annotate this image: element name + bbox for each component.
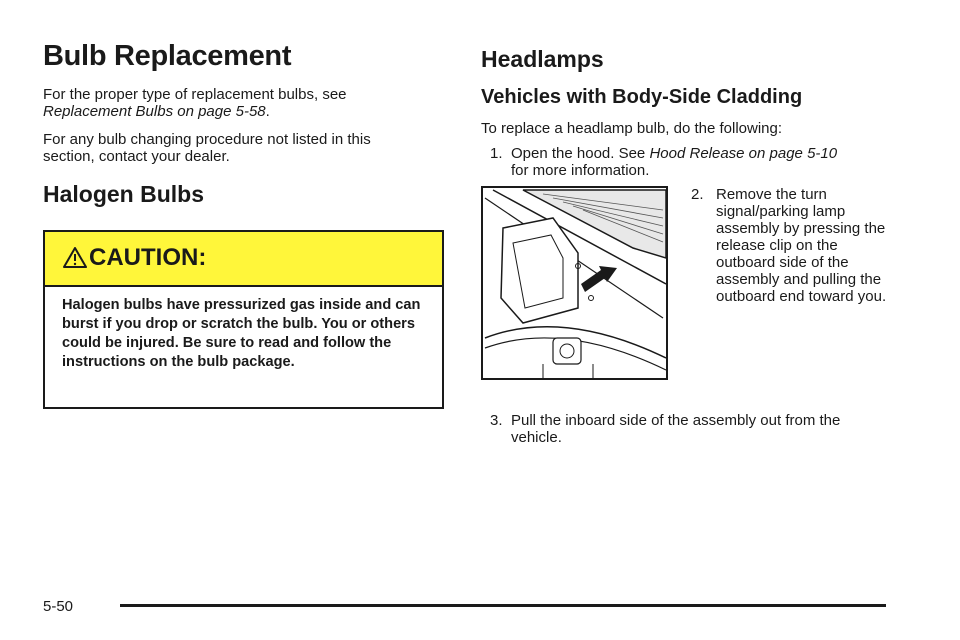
step-1-text-start: Open the hood. See (511, 145, 650, 162)
replacement-bulbs-reference: Replacement Bulbs on page 5-58 (43, 103, 266, 120)
caution-box (43, 230, 444, 409)
step-2-text: Remove the turn signal/parking lamp assembly by pressing the release clip on the outboard side of the assembly and pulling the outboard end toward you. (716, 186, 887, 305)
footer-rule (120, 604, 886, 607)
hood-release-reference: Hood Release on page 5-10 (649, 145, 838, 162)
caution-triangle-icon (63, 246, 87, 268)
step-1-number: 1. (490, 145, 503, 162)
headlamps-heading: Headlamps (481, 46, 604, 72)
intro-period: . (265, 103, 270, 120)
step-3-text: Pull the inboard side of the assembly out from the vehicle. (511, 412, 841, 446)
caution-heading: CAUTION: (89, 244, 207, 271)
page-number: 5-50 (43, 598, 74, 615)
replace-intro-text: To replace a headlamp bulb, do the following: (481, 120, 783, 137)
intro-paragraph (43, 86, 423, 120)
body-side-cladding-subheading: Vehicles with Body-Side Cladding (481, 86, 803, 108)
halogen-bulbs-heading: Halogen Bulbs (43, 181, 205, 207)
step-1-text-end: for more information. (511, 162, 650, 179)
headlamp-assembly-illustration (481, 186, 668, 380)
caution-header (45, 232, 442, 287)
caution-text: Halogen bulbs have pressurized gas inside and can burst if you drop or scratch the bulb. You or others could be injured. Be sure to read and follow the instructions on the bulb package. (62, 297, 421, 370)
headlamp-illustration-drawing (483, 188, 666, 378)
page-title: Bulb Replacement (43, 40, 292, 72)
step-2-number: 2. (691, 186, 704, 203)
intro-text: For the proper type of replacement bulbs, see (43, 86, 347, 103)
step-3-number: 3. (490, 412, 503, 429)
step-1-text (511, 145, 891, 179)
dealer-paragraph: For any bulb changing procedure not listed in this section, contact your dealer. (43, 131, 371, 165)
